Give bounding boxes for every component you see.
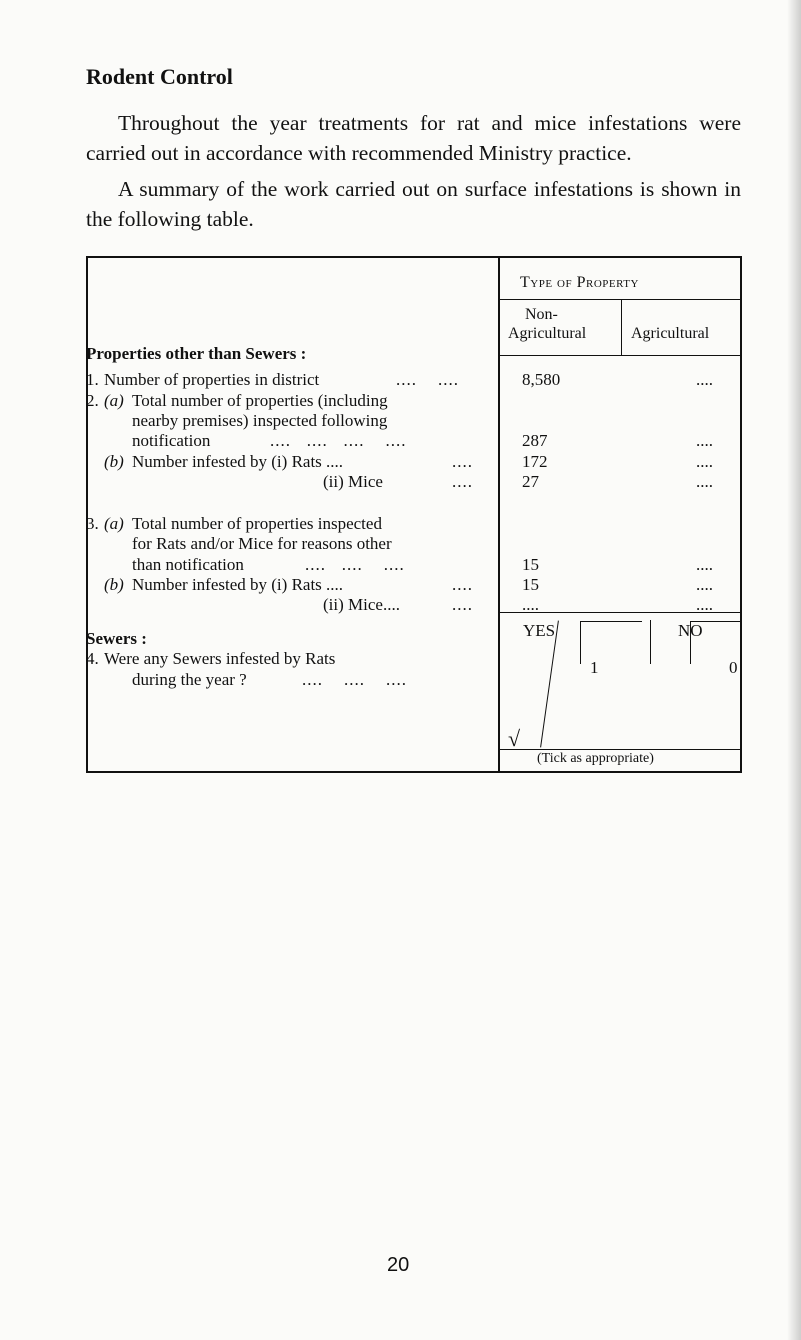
row-2b-label: Number infested by (i) Rats .... — [132, 452, 344, 471]
row-3a-line1: Total number of properties inspected — [132, 514, 382, 533]
row-3a-line3: than notification — [132, 555, 244, 574]
row-2b-ii-non-ag: 27 — [522, 472, 539, 491]
row-4-line2: during the year ? — [132, 670, 247, 689]
row-3a-line2: for Rats and/or Mice for reasons other — [132, 534, 392, 553]
row-2a-non-ag: 287 — [522, 431, 548, 450]
row-2b-ag: .... — [696, 452, 713, 471]
tick-note: (Tick as appropriate) — [537, 751, 654, 766]
properties-header: Properties other than Sewers : — [86, 344, 307, 363]
row-2b-ii-ag: .... — [696, 472, 713, 491]
page-number: 20 — [387, 1254, 410, 1276]
row-3b-non-ag: 15 — [522, 575, 539, 594]
row-2b-sub: (b) — [104, 452, 124, 471]
intro-paragraph: Throughout the year treatments for rat and mice infestations were carried out in accordance with recommended Ministry practice. — [86, 111, 741, 165]
row-3a-non-ag: 15 — [522, 555, 539, 574]
row-3a-ag: .... — [696, 555, 713, 574]
row-1-leader: .... .... — [396, 370, 459, 389]
yes-count: 1 — [590, 658, 599, 677]
agricultural-header: Agricultural — [631, 325, 710, 342]
yes-header: YES — [523, 621, 556, 640]
row-3-number: 3. — [86, 514, 99, 533]
row-1-ag: .... — [696, 370, 713, 389]
row-2a-ag: .... — [696, 431, 713, 450]
row-3b-ii-label: (ii) Mice.... — [323, 595, 400, 614]
row-2-number: 2. — [86, 391, 99, 410]
row-3a-leader: .... .... .... — [305, 555, 405, 574]
row-2a-line2: nearby premises) inspected following — [132, 411, 388, 430]
row-3b-ag: .... — [696, 575, 713, 594]
row-1-number: 1. — [86, 370, 99, 389]
row-3b-leader: .... — [452, 575, 473, 594]
row-2a-leader: .... .... .... .... — [270, 431, 407, 450]
summary-paragraph: A summary of the work carried out on surface infestations is shown in the following table. — [86, 177, 741, 231]
row-1-label: Number of properties in district — [104, 370, 320, 389]
section-heading: Rodent Control — [86, 64, 233, 89]
row-3b-ii-leader: .... — [452, 595, 473, 614]
no-count: 0 — [729, 658, 738, 677]
row-3b-ii-ag: .... — [696, 595, 713, 614]
row-3a-sub: (a) — [104, 514, 124, 533]
yes-tick-mark: √ — [508, 726, 521, 751]
row-2b-ii-leader: .... — [452, 472, 473, 491]
row-2b-leader: .... — [452, 452, 473, 471]
row-2a-line1: Total number of properties (including — [132, 391, 388, 410]
non-agricultural-header-line2: Agricultural — [508, 325, 587, 342]
sewers-header: Sewers : — [86, 629, 147, 648]
row-2a-sub: (a) — [104, 391, 124, 410]
row-4-leader: .... .... .... — [302, 670, 407, 689]
row-3b-ii-non-ag: .... — [522, 595, 539, 614]
row-1-non-ag: 8,580 — [522, 370, 561, 389]
non-agricultural-header-line1: Non- — [525, 306, 558, 323]
row-3b-label: Number infested by (i) Rats .... — [132, 575, 344, 594]
row-2b-non-ag: 172 — [522, 452, 548, 471]
type-of-property-header: Type of Property — [520, 274, 639, 291]
page-edge-shadow — [787, 0, 801, 1340]
row-4-line1: Were any Sewers infested by Rats — [104, 649, 336, 668]
row-4-number: 4. — [86, 649, 99, 668]
row-3b-sub: (b) — [104, 575, 124, 594]
row-2b-ii-label: (ii) Mice — [323, 472, 383, 491]
row-2a-line3: notification — [132, 431, 211, 450]
no-header: NO — [678, 621, 703, 640]
